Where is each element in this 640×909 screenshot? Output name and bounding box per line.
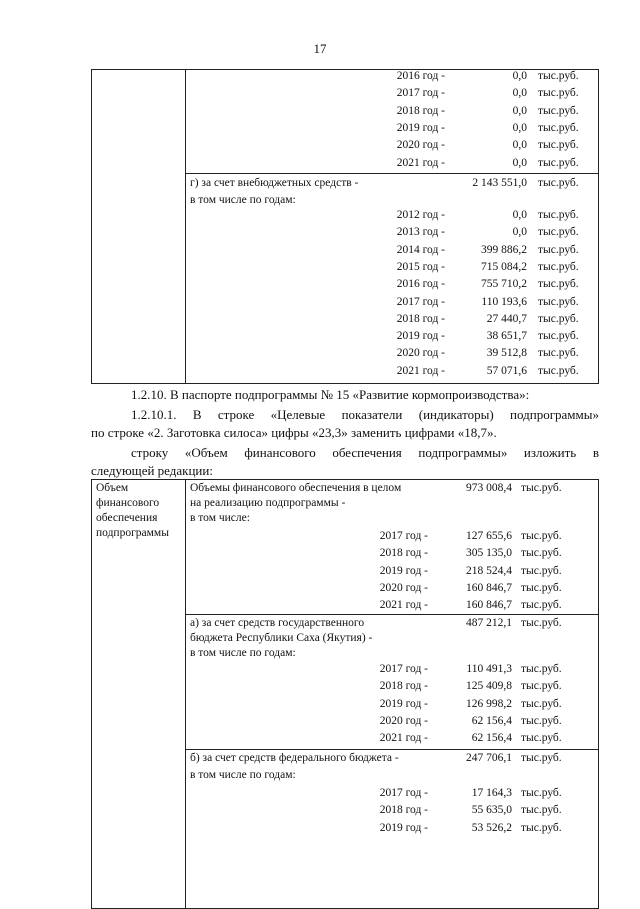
unit-label: тыс.руб. (521, 547, 562, 560)
unit-label: тыс.руб. (538, 87, 579, 100)
year-row (0, 597, 640, 614)
paragraph-funding: строку «Объем финансового обеспечения подпрограммы» изложить в (131, 445, 599, 460)
year-label: 2016 год - (396, 278, 445, 291)
year-label: 2021 год - (396, 364, 445, 377)
amount-value: 62 156,4 (471, 714, 512, 727)
amount-value: 62 156,4 (471, 732, 512, 745)
section-a-amount: 487 212,1 (466, 617, 512, 629)
unit-label: тыс.руб. (538, 364, 579, 377)
year-label: 2013 год - (396, 226, 445, 239)
amount-value: 160 846,7 (466, 581, 512, 594)
year-label: 2017 год - (379, 530, 428, 542)
amount-value: 0,0 (512, 87, 527, 100)
year-row (0, 802, 640, 819)
section-g-title: г) за счет внебюджетных средств - (190, 177, 359, 189)
amount-value: 125 409,8 (466, 680, 512, 693)
total-amount: 973 008,4 (466, 482, 512, 494)
unit-label: тыс.руб. (521, 581, 562, 594)
year-label: 2020 год - (396, 139, 445, 152)
year-label: 2019 год - (396, 121, 445, 134)
amount-value: 218 524,4 (466, 564, 512, 577)
unit-label: тыс.руб. (538, 70, 579, 82)
section-b-amount: 247 706,1 (466, 752, 512, 764)
unit-label: тыс.руб. (538, 295, 579, 308)
total-line-2: на реализацию подпрограммы - (190, 497, 346, 509)
section-g-subtitle: в том числе по годам: (190, 194, 296, 206)
left-label-line: финансового (96, 497, 160, 509)
unit-label: тыс.руб. (521, 564, 562, 577)
unit-label: тыс.руб. (538, 121, 579, 134)
unit-label: тыс.руб. (521, 697, 562, 710)
year-row (0, 713, 640, 730)
amount-value: 399 886,2 (481, 243, 527, 256)
unit-label: тыс.руб. (521, 680, 562, 693)
unit-label: тыс.руб. (538, 139, 579, 152)
amount-value: 0,0 (512, 121, 527, 134)
unit-label: тыс.руб. (521, 732, 562, 745)
year-row (0, 678, 640, 695)
amount-value: 126 998,2 (466, 697, 512, 710)
year-row (0, 155, 640, 172)
unit-label: тыс.руб. (521, 714, 562, 727)
unit-label: тыс.руб. (538, 260, 579, 273)
year-row (0, 661, 640, 678)
amount-value: 39 512,8 (486, 347, 527, 360)
year-label: 2012 год - (396, 209, 445, 221)
section-a-line-1: а) за счет средств государственного (190, 617, 365, 629)
amount-value: 55 635,0 (471, 804, 512, 817)
amount-value: 755 710,2 (481, 278, 527, 291)
year-label: 2017 год - (379, 787, 428, 799)
amount-value: 0,0 (512, 70, 527, 82)
unit-label: тыс.руб. (538, 312, 579, 325)
left-label-line: Объем (96, 482, 129, 494)
table2-row-divider-b (185, 749, 599, 750)
paragraph-1-2-10: 1.2.10. В паспорте подпрограммы № 15 «Развитие кормопроизводства»: (131, 387, 530, 402)
total-line-3: в том числе: (190, 512, 250, 524)
section-b-line-2: в том числе по годам: (190, 769, 296, 781)
year-label: 2014 год - (396, 243, 445, 256)
section-a-unit: тыс.руб. (521, 617, 562, 629)
year-label: 2018 год - (396, 104, 445, 117)
amount-value: 110 491,3 (466, 663, 512, 675)
amount-value: 160 846,7 (466, 599, 512, 612)
section-g-unit: тыс.руб. (538, 177, 579, 189)
year-row (0, 363, 640, 380)
amount-value: 0,0 (512, 209, 527, 221)
year-row (0, 563, 640, 580)
year-row (0, 545, 640, 562)
unit-label: тыс.руб. (538, 330, 579, 343)
amount-value: 0,0 (512, 104, 527, 117)
amount-value: 0,0 (512, 139, 527, 152)
table-row-divider (185, 173, 599, 174)
unit-label: тыс.руб. (538, 243, 579, 256)
unit-label: тыс.руб. (521, 599, 562, 612)
amount-value: 715 084,2 (481, 260, 527, 273)
year-row (0, 345, 640, 362)
unit-label: тыс.руб. (538, 347, 579, 360)
year-label: 2017 год - (396, 87, 445, 100)
section-a-line-3: в том числе по годам: (190, 647, 296, 659)
amount-value: 27 440,7 (486, 312, 527, 325)
year-label: 2021 год - (396, 156, 445, 169)
section-b-unit: тыс.руб. (521, 752, 562, 764)
year-label: 2016 год - (396, 70, 445, 82)
unit-label: тыс.руб. (538, 104, 579, 117)
year-row (0, 85, 640, 102)
section-b-line-1: б) за счет средств федерального бюджета - (190, 752, 399, 764)
year-label: 2017 год - (396, 295, 445, 308)
year-row (0, 328, 640, 345)
year-label: 2020 год - (379, 714, 428, 727)
year-row (0, 528, 640, 545)
year-label: 2018 год - (379, 547, 428, 560)
year-label: 2019 год - (379, 564, 428, 577)
amount-value: 127 655,6 (466, 530, 512, 542)
year-row (0, 224, 640, 241)
unit-label: тыс.руб. (538, 156, 579, 169)
year-row (0, 120, 640, 137)
year-row (0, 820, 640, 837)
amount-value: 0,0 (512, 226, 527, 239)
year-row (0, 785, 640, 802)
unit-label: тыс.руб. (521, 821, 562, 834)
amount-value: 305 135,0 (466, 547, 512, 560)
section-a-line-2: бюджета Республики Саха (Якутия) - (190, 632, 373, 644)
year-row (0, 259, 640, 276)
year-label: 2015 год - (396, 260, 445, 273)
unit-label: тыс.руб. (521, 804, 562, 817)
year-label: 2017 год - (379, 663, 428, 675)
amount-value: 0,0 (512, 156, 527, 169)
unit-label: тыс.руб. (538, 278, 579, 291)
year-row (0, 137, 640, 154)
year-row (0, 103, 640, 120)
amount-value: 38 651,7 (486, 330, 527, 343)
year-row (0, 276, 640, 293)
amount-value: 57 071,6 (486, 364, 527, 377)
unit-label: тыс.руб. (521, 530, 562, 542)
total-line-1: Объемы финансового обеспечения в целом (190, 482, 402, 494)
year-label: 2021 год - (379, 599, 428, 612)
total-unit: тыс.руб. (521, 482, 562, 494)
year-row (0, 311, 640, 328)
year-label: 2019 год - (396, 330, 445, 343)
year-label: 2018 год - (379, 804, 428, 817)
unit-label: тыс.руб. (538, 226, 579, 239)
year-row (0, 207, 640, 224)
unit-label: тыс.руб. (521, 787, 562, 799)
year-row (0, 580, 640, 597)
unit-label: тыс.руб. (521, 663, 562, 675)
page-number: 17 (313, 41, 327, 56)
paragraph-1-2-10-1-cont: по строке «2. Заготовка силоса» цифры «23,3» заменить цифрами «18,7». (91, 425, 497, 440)
year-label: 2019 год - (379, 821, 428, 834)
section-g-amount: 2 143 551,0 (472, 177, 527, 189)
year-label: 2019 год - (379, 697, 428, 710)
year-label: 2020 год - (396, 347, 445, 360)
left-label-line: подпрограммы (96, 527, 169, 539)
amount-value: 53 526,2 (471, 821, 512, 834)
year-row (0, 242, 640, 259)
year-row (0, 696, 640, 713)
year-label: 2018 год - (396, 312, 445, 325)
year-label: 2020 год - (379, 581, 428, 594)
year-row (0, 68, 640, 85)
amount-value: 17 164,3 (471, 787, 512, 799)
year-label: 2021 год - (379, 732, 428, 745)
amount-value: 110 193,6 (481, 295, 527, 308)
year-row (0, 730, 640, 747)
year-row (0, 294, 640, 311)
paragraph-funding-cont: следующей редакции: (91, 463, 213, 478)
paragraph-1-2-10-1: 1.2.10.1. В строке «Целевые показатели (индикаторы) подпрограммы» (131, 407, 599, 422)
year-label: 2018 год - (379, 680, 428, 693)
unit-label: тыс.руб. (538, 209, 579, 221)
left-label-line: обеспечения (96, 512, 158, 524)
